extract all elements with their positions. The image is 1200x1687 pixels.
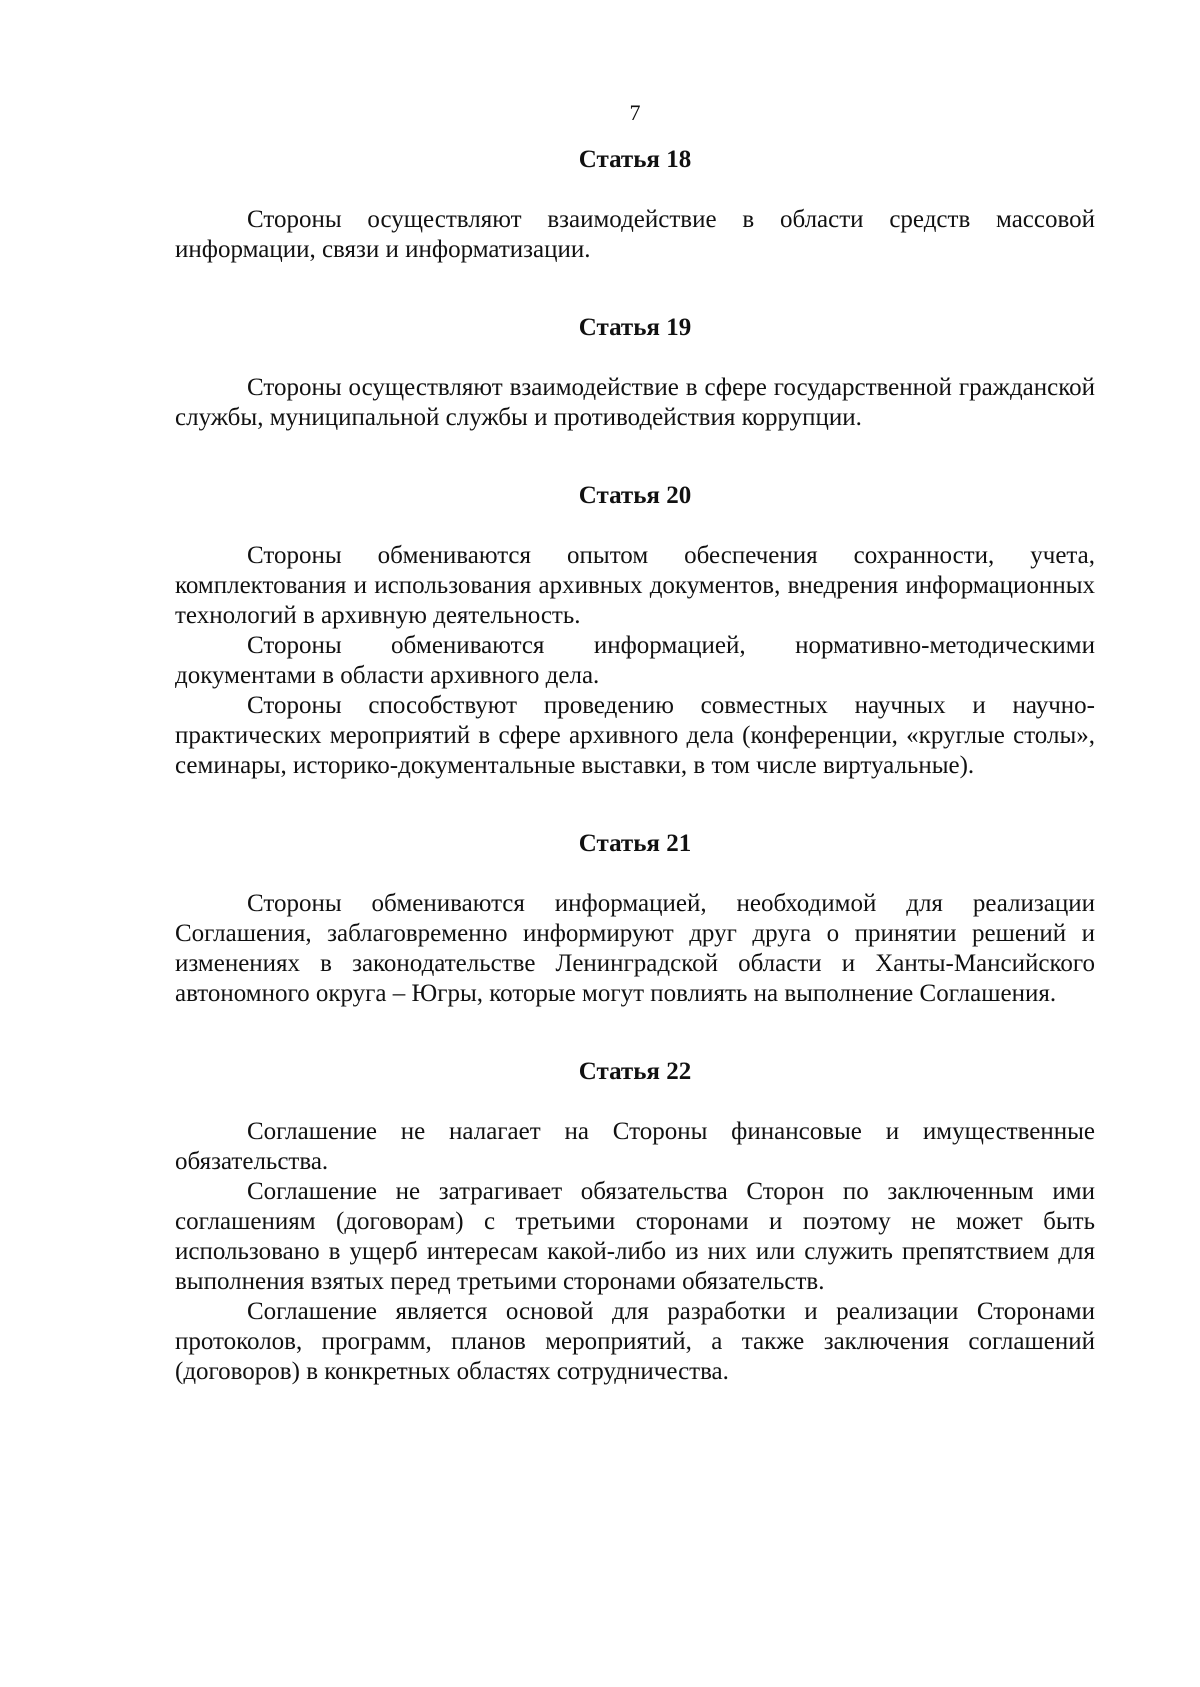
article-paragraph: Стороны обмениваются информацией, необходимой для реализации Соглашения, заблаговременно информируют друг друга о принятии решений и изменениях в законодательстве Ленинградской области и Ханты-Мансийского автономного округа – Югры, которые могут повлиять на выполнение Соглашения. xyxy=(175,890,1095,1007)
article-21 xyxy=(175,829,1095,1009)
document-body xyxy=(175,145,1095,1387)
spacer xyxy=(175,433,1095,481)
article-paragraph: Соглашение является основой для разработки и реализации Сторонами протоколов, программ, планов мероприятий, а также заключения соглашений (договоров) в конкретных областях сотрудничества. xyxy=(175,1298,1095,1385)
article-title: Статья 20 xyxy=(578,482,692,509)
article-paragraph: Соглашение не затрагивает обязательства Сторон по заключенным ими соглашениям (договорам) с третьими сторонами и поэтому не может быть использовано в ущерб интересам какой-либо из них или служить препятствием для выполнения взятых перед третьими сторонами обязательств. xyxy=(175,1178,1095,1295)
article-paragraph: Соглашение не налагает на Стороны финансовые и имущественные обязательства. xyxy=(175,1118,1095,1175)
spacer xyxy=(175,781,1095,829)
article-title: Статья 18 xyxy=(578,146,692,173)
article-22 xyxy=(175,1057,1095,1387)
article-paragraph: Стороны способствуют проведению совместных научных и научно-практических мероприятий в сфере архивного дела (конференции, «круглые столы», семинары, историко-документальные выставки, в том числе виртуальные). xyxy=(175,692,1095,779)
article-title: Статья 19 xyxy=(578,314,692,341)
article-18 xyxy=(175,145,1095,265)
article-paragraph: Стороны обмениваются опытом обеспечения сохранности, учета, комплектования и использования архивных документов, внедрения информационных технологий в архивную деятельность. xyxy=(175,542,1095,629)
article-19 xyxy=(175,313,1095,433)
article-20 xyxy=(175,481,1095,781)
page-number: 7 xyxy=(629,100,641,125)
spacer xyxy=(175,265,1095,313)
article-paragraph: Стороны осуществляют взаимодействие в сфере государственной гражданской службы, муниципальной службы и противодействия коррупции. xyxy=(175,374,1095,431)
spacer xyxy=(175,1009,1095,1057)
article-title: Статья 21 xyxy=(578,830,692,857)
article-paragraph: Стороны обмениваются информацией, нормативно-методическими документами в области архивного дела. xyxy=(175,632,1095,689)
article-paragraph: Стороны осуществляют взаимодействие в области средств массовой информации, связи и информатизации. xyxy=(175,206,1095,263)
article-title: Статья 22 xyxy=(578,1058,692,1085)
